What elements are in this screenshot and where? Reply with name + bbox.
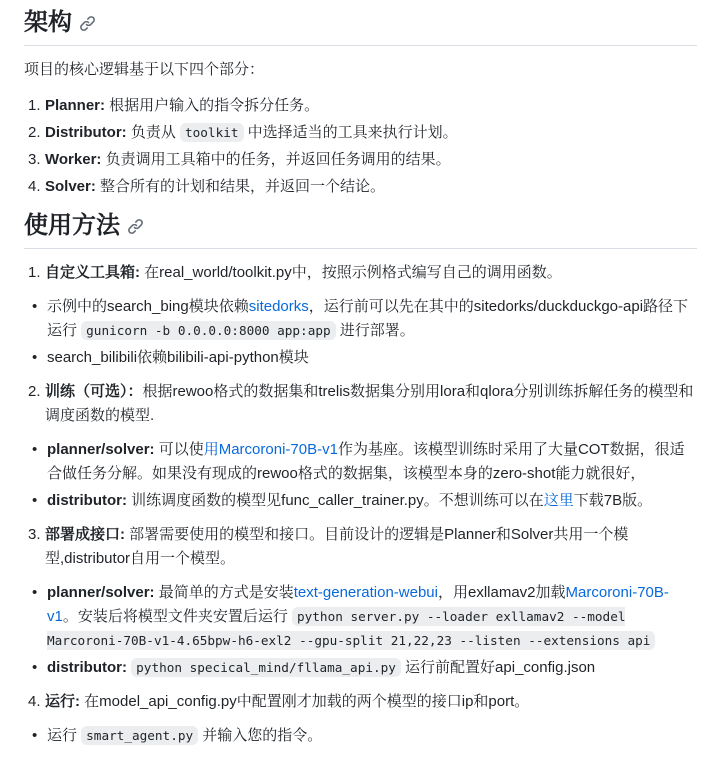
bullet-marker [32,295,47,343]
bullet-marker [32,581,47,653]
section-usage [24,211,697,748]
item-text: 。安装后将模型文件夹安置后运行 [62,608,293,625]
list-item-text [47,581,697,653]
item-text: 根据用户输入的指令拆分任务。 [105,97,320,114]
term-planner-solver: planner/solver: [47,584,155,601]
heading-text: 架构 [24,9,72,36]
term-distributor: distributor: [47,659,127,676]
list-item [24,724,697,748]
bullet-marker [32,656,47,680]
item-text: 示例中的search_bing模块依赖 [47,298,249,315]
inline-code-server-command: python server.py --loader exllamav2 --model Marcoroni-70B-v1-4.65bpw-h6-exl2 --gpu-split 21,22,23 --listen --extensions api [47,607,655,650]
link-marcoroni-70b-v1[interactable]: 用Marcoroni-70B-v1 [203,441,338,458]
list-item-text [47,489,697,513]
heading-anchor-link[interactable] [127,218,144,235]
item-text: ，运行前可以先在其中的sitedorks/duckduckgo-api路径下运行 [47,298,689,339]
list-item [24,489,697,513]
list-item-text [45,148,697,172]
heading-text: 使用方法 [24,212,120,239]
link-marcoroni-70b-v1[interactable]: Marcoroni-70B-v1 [47,584,669,625]
item-text: 可以使 [154,441,204,458]
item-text: 在model_api_config.py中配置刚才加载的两个模型的接口ip和port。 [80,693,530,710]
list-item [24,94,697,118]
section-title-usage [24,211,697,249]
step1-lead: 自定义工具箱: [45,264,140,281]
usage-step-4 [24,690,697,714]
readme-document [24,8,697,748]
intro-paragraph: 项目的核心逻辑基于以下四个部分： [24,61,265,78]
inline-code-gunicorn: gunicorn -b 0.0.0.0:8000 app:app [81,321,335,340]
list-item-text [47,295,697,343]
usage-step-3 [24,523,697,571]
term-distributor: distributor: [47,492,127,509]
list-marker: 2. [28,124,41,141]
list-marker: 3. [28,526,41,543]
step2-lead: 训练（可选）： [45,383,143,400]
list-item [24,295,697,343]
item-text: ，用exllamav2加载 [437,584,566,601]
link-sitedorks[interactable]: sitedorks [248,298,309,315]
item-text: 进行部署。 [335,322,415,339]
usage-step-4-bullets [24,724,697,748]
item-text: 作为基座。该模型训练时采用了大量COT数据，很适合做任务分解。如果没有现成的rewoo格式的数据集，该模型本身的zero-shot能力就很好， [47,441,685,482]
bullet-marker [32,489,47,513]
link-icon [127,214,144,241]
list-item-text: search_bilibili依赖bilibili-api-python模块 [47,349,309,366]
item-text: 负责从 [126,124,181,141]
item-text: 运行前配置好api_config.json [400,659,596,676]
link-text-generation-webui[interactable]: text-generation-webui [293,584,438,601]
section-title-architecture [24,8,697,46]
item-text: 负责调用工具箱中的任务，并返回任务调用的结果。 [101,151,451,168]
term-planner: Planner: [45,97,106,114]
list-item [24,121,697,145]
term-worker: Worker: [45,151,102,168]
item-text: 整合所有的计划和结果，并返回一个结论。 [95,178,386,195]
architecture-list [24,94,697,199]
item-text: 下载7B版。 [573,492,653,509]
list-item-text [45,261,697,285]
item-text: 在real_world/toolkit.py中，按照示例格式编写自己的调用函数。 [140,264,562,281]
list-item-text [45,690,697,714]
list-marker: 3. [28,151,41,168]
list-item [24,175,697,199]
item-text: 并输入您的指令。 [198,727,323,744]
item-text: 根据rewoo格式的数据集和trelis数据集分别用lora和qlora分别训练拆解任务的模型和调度函数的模型. [45,383,694,424]
list-item-text [47,438,697,486]
section-architecture [24,8,697,199]
list-item-text [47,656,697,680]
item-text: 部署需要使用的模型和接口。目前设计的逻辑是Planner和Solver共用一个模型,distributor自用一个模型。 [45,526,629,567]
list-item [24,346,697,370]
list-item [24,581,697,653]
item-text: 最简单的方式是安装 [154,584,294,601]
list-item-text [45,121,697,145]
inline-code-fllama-api: python specical_mind/fllama_api.py [131,658,401,677]
list-item-text [45,380,697,428]
list-marker: 4. [28,693,41,710]
inline-code-smart-agent: smart_agent.py [81,726,198,745]
list-item-text [45,175,697,199]
list-marker: 2. [28,383,41,400]
list-item [24,656,697,680]
list-marker: 1. [28,97,41,114]
heading-anchor-link[interactable] [79,15,96,32]
item-text: 运行 [47,727,82,744]
bullet-marker [32,724,47,748]
list-item [24,148,697,172]
usage-step-2 [24,380,697,428]
item-text: 训练调度函数的模型见func_caller_trainer.py。不想训练可以在 [127,492,544,509]
term-distributor: Distributor: [45,124,127,141]
term-planner-solver: planner/solver: [47,441,155,458]
link-download-here[interactable]: 这里 [543,492,574,509]
list-item-text [45,523,697,571]
term-solver: Solver: [45,178,96,195]
list-item-text [47,724,697,748]
item-text: 中选择适当的工具来执行计划。 [243,124,458,141]
usage-step-2-bullets [24,438,697,513]
step4-lead: 运行: [45,693,80,710]
inline-code-toolkit: toolkit [180,123,243,142]
usage-step-3-bullets [24,581,697,680]
list-marker: 4. [28,178,41,195]
bullet-marker [32,438,47,486]
list-item-text [45,94,697,118]
link-icon [79,11,96,38]
bullet-marker [32,346,47,370]
usage-step-1 [24,261,697,285]
usage-step-1-bullets [24,295,697,370]
list-marker: 1. [28,264,41,281]
list-item [24,438,697,486]
step3-lead: 部署成接口: [45,526,125,543]
